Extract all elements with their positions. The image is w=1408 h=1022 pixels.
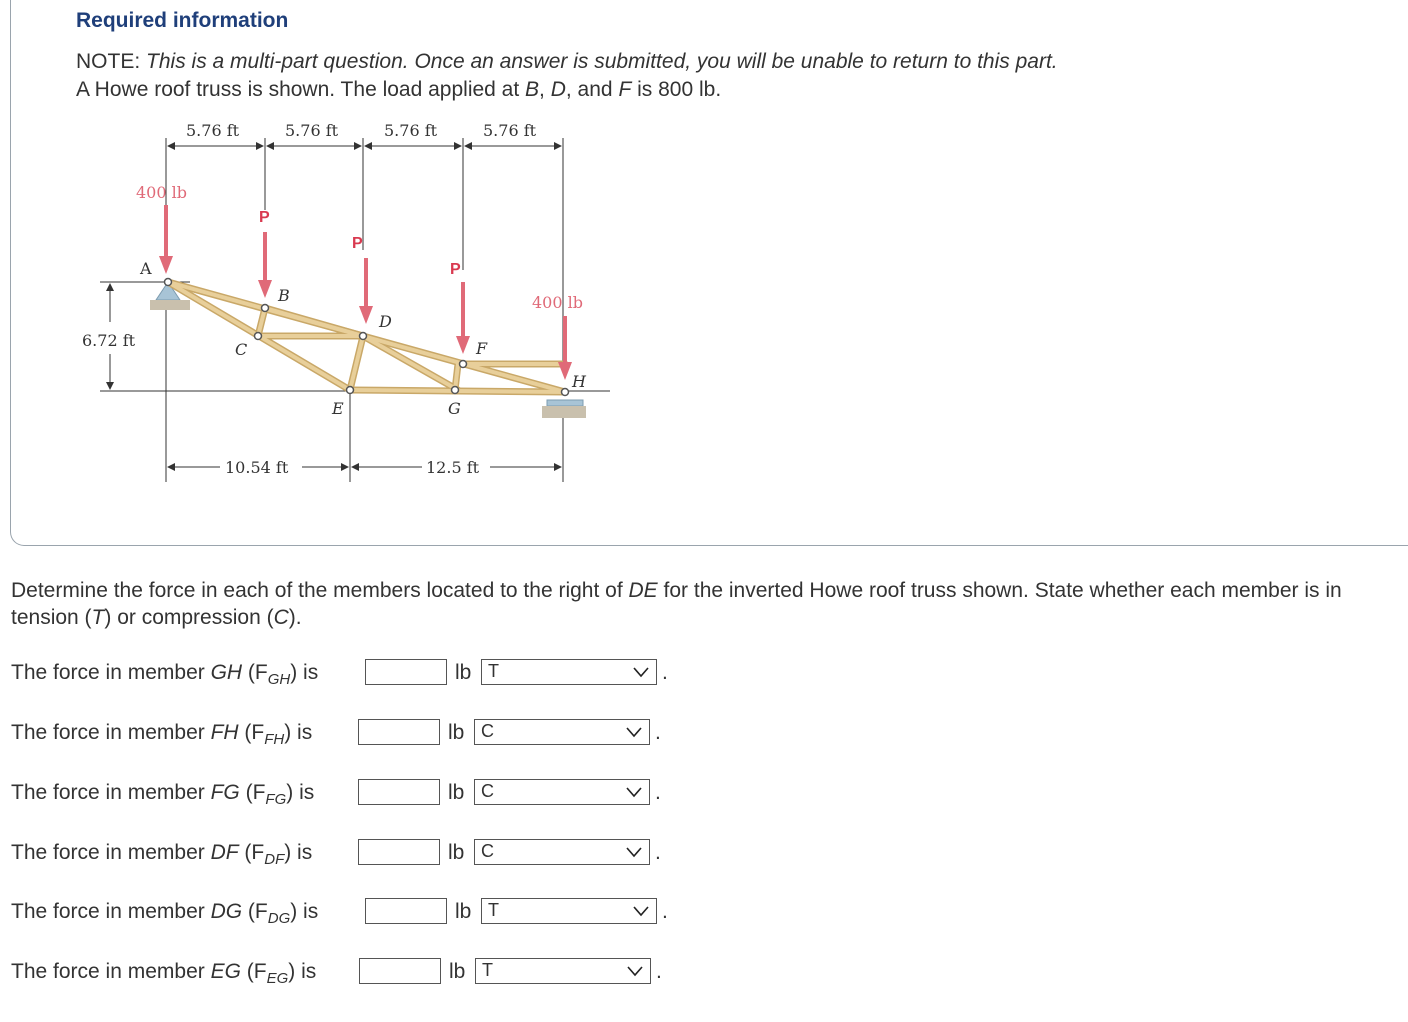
unit-label: lb <box>448 781 465 804</box>
period: . <box>662 661 668 684</box>
selected-value: C <box>481 841 494 861</box>
ground-h <box>542 406 586 418</box>
selected-value: T <box>482 960 493 980</box>
tension-compression-select-gh[interactable] <box>481 659 657 685</box>
node-b: B <box>278 286 290 305</box>
node-h: H <box>572 372 586 391</box>
desc-suffix: is 800 lb. <box>631 78 722 101</box>
period: . <box>655 721 661 744</box>
question-text <box>11 577 1401 631</box>
tension-compression-select-eg[interactable] <box>475 958 651 984</box>
chevron-down-icon <box>625 844 643 860</box>
note-prefix: NOTE: <box>76 50 147 73</box>
roller-h <box>547 400 583 406</box>
unit-label: lb <box>448 841 465 864</box>
desc-prefix: A Howe roof truss is shown. The load applied at <box>76 78 526 101</box>
node-d: D <box>379 312 392 331</box>
question-c: C <box>273 606 289 629</box>
node-f: F <box>476 339 488 358</box>
truss-figure <box>70 110 610 490</box>
tension-compression-select-df[interactable] <box>474 839 650 865</box>
selected-value: T <box>488 900 499 920</box>
tension-compression-select-fh[interactable] <box>474 719 650 745</box>
desc-b: B <box>525 78 540 101</box>
chevron-down-icon <box>626 963 644 979</box>
unit-label: lb <box>455 900 472 923</box>
chevron-down-icon <box>625 784 643 800</box>
row-label: The force in member DG $(F_{DG})$ is <box>11 900 319 928</box>
load-p-f: P <box>450 261 461 278</box>
force-dg-input[interactable] <box>365 898 447 924</box>
chevron-down-icon <box>632 903 650 919</box>
desc-sep2: , and <box>565 78 619 101</box>
row-label: The force in member FG $(F_{FG})$ is <box>11 781 315 809</box>
unit-label: lb <box>448 721 465 744</box>
load-left-label: 400 lb <box>136 183 187 202</box>
force-fh-input[interactable] <box>358 719 440 745</box>
dim-top-4: 5.76 ft <box>483 121 537 140</box>
node-a: A <box>140 259 152 278</box>
period: . <box>656 960 662 983</box>
period: . <box>662 900 668 923</box>
node-c: C <box>235 340 248 359</box>
load-p-d: P <box>352 235 363 252</box>
tension-compression-select-fg[interactable] <box>474 779 650 805</box>
force-eg-input[interactable] <box>359 958 441 984</box>
force-fg-input[interactable] <box>358 779 440 805</box>
tension-compression-select-dg[interactable] <box>481 898 657 924</box>
chevron-down-icon <box>632 664 650 680</box>
load-arrows <box>159 205 572 380</box>
load-p-b: P <box>259 209 270 226</box>
selected-value: C <box>481 781 494 801</box>
dim-top-2: 5.76 ft <box>285 121 339 140</box>
question-part3: ) or compression ( <box>104 606 274 629</box>
selected-value: C <box>481 721 494 741</box>
node-e: E <box>332 399 344 418</box>
ground-a <box>150 300 190 310</box>
row-label: The force in member EG $(F_{EG})$ is <box>11 960 317 988</box>
dim-top-3: 5.76 ft <box>384 121 438 140</box>
height-label: 6.72 ft <box>82 331 136 350</box>
selected-value: T <box>488 661 499 681</box>
truss-description <box>76 78 721 102</box>
question-t: T <box>91 606 105 629</box>
note-text <box>76 50 1058 74</box>
force-gh-input[interactable] <box>365 659 447 685</box>
chevron-down-icon <box>625 724 643 740</box>
unit-label: lb <box>455 661 472 684</box>
dim-bottom-right: 12.5 ft <box>426 458 480 477</box>
desc-sep1: , <box>539 78 551 101</box>
row-label: The force in member FH $(F_{FH})$ is <box>11 721 313 749</box>
question-member-de: DE <box>628 579 658 602</box>
node-g: G <box>448 399 461 418</box>
period: . <box>655 841 661 864</box>
row-label: The force in member GH $(F_{GH})$ is <box>11 661 319 689</box>
unit-label: lb <box>449 960 466 983</box>
question-part4: ). <box>288 606 302 629</box>
question-part2: for the inverted Howe roof truss shown. State whether each member is in tension ( <box>11 579 1342 629</box>
dim-bottom-left: 10.54 ft <box>225 458 289 477</box>
desc-f: F <box>618 78 632 101</box>
force-df-input[interactable] <box>358 839 440 865</box>
dim-top-1: 5.76 ft <box>186 121 240 140</box>
note-italic: This is a multi-part question. Once an answer is submitted, you will be unable to return to this part. <box>146 50 1058 73</box>
row-label: The force in member DF $(F_{DF})$ is <box>11 841 313 869</box>
desc-d: D <box>550 78 566 101</box>
load-right-label: 400 lb <box>532 293 583 312</box>
period: . <box>655 781 661 804</box>
question-part1: Determine the force in each of the members located to the right of <box>11 579 629 602</box>
required-info-title: Required information <box>76 9 289 32</box>
